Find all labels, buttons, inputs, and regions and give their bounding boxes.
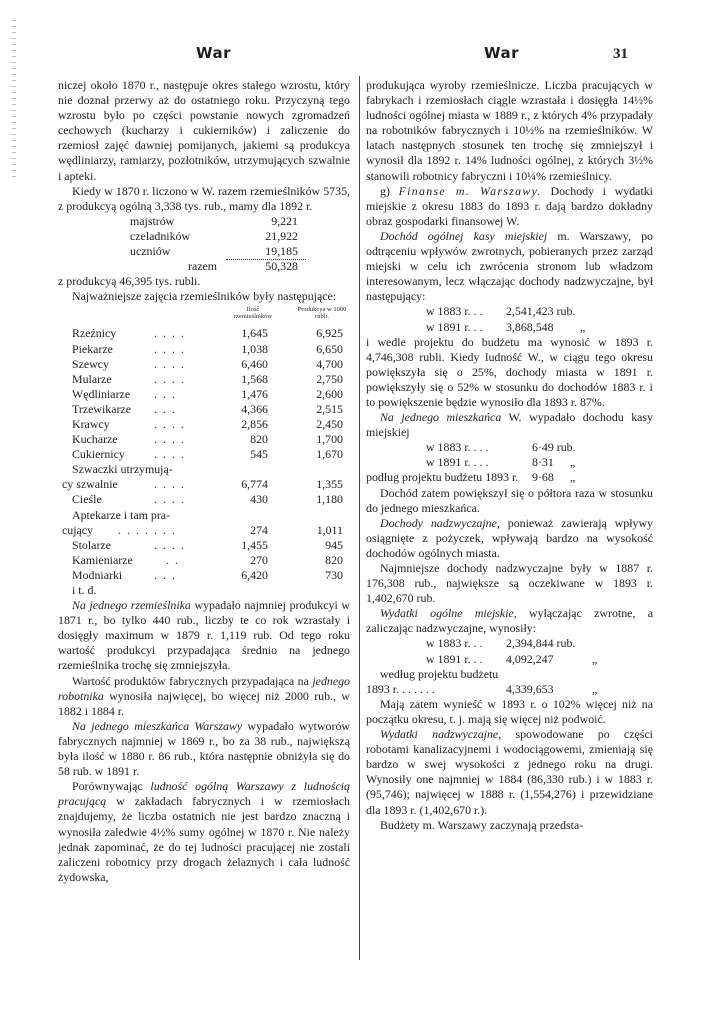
italic-phrase: Wydatki ogólne miejskie,	[380, 606, 517, 621]
row-value: 21,922	[265, 228, 298, 243]
trade-production: 6,925	[316, 326, 343, 341]
trade-production: 820	[325, 552, 343, 567]
row-label: w 1883 r. . . .	[426, 440, 489, 455]
row-value: 19,185	[265, 244, 298, 259]
leader-dots: ....	[154, 432, 190, 447]
leader-dots: ....	[154, 477, 190, 492]
trade-name: Cieśle	[72, 492, 102, 507]
paragraph	[58, 598, 350, 673]
table-row	[58, 402, 350, 417]
trade-count: 1,568	[241, 371, 268, 386]
leader-dots: ....	[154, 416, 190, 431]
paragraph: produkująca wyroby rzemieślnicze. Liczba pracujących w fabrykach i rzemiosłach ciągle wzrastała i dosięgła 14½% ludności ogólnej miasta w 1889 r., z których 4% przypadały na robotników fabrycznych i 10½% na rzemieślników. W latach następnych stosunek ten trochę się zmniejszył i wynosił dla 1892 r. 14% ludności ogólnej, z których 3½% stanowili robotnicy fabryczni i 10¼% rzemieślnicy.	[366, 78, 653, 183]
leader-dots: .......	[118, 522, 181, 537]
trade-count: 1,476	[241, 386, 268, 401]
paragraph	[366, 516, 653, 561]
trades-table-header	[58, 304, 350, 326]
trade-name: Aptekarze i tam pra-	[72, 507, 171, 522]
trade-count: 545	[250, 447, 268, 462]
paragraph-text: ponieważ zawierają wpływy osiągnięte z pożyczek, wpływają bardzo na wysokość dochodów ogólnych miasta.	[366, 515, 653, 560]
leader-dots: ...	[154, 386, 181, 401]
row-value: 6·49 rub.	[532, 440, 576, 455]
table-row	[58, 229, 350, 244]
italic-phrase: Dochody nadzwyczajne,	[380, 515, 500, 530]
table-row	[58, 372, 350, 387]
paragraph-text: wypadało wytworów fabrycznych najmniej w 1869 r., bo za 38 rub., największą była ilość w 1880 r. 86 rub., która następnie obniżyła się do 58 rub. w 1891 r.	[58, 718, 350, 779]
table-row	[58, 462, 350, 477]
paragraph-text: wypadało najmniej produkcyi w 1871 r., bo tylko 440 rub., liczby te co rok wzrastały i dosięgły maximum w 1879 r. 1,119 rub. Od tego roku wartość produkcyi przypadająca średnio na jednego rzemieślnika trochę się zmniejszyła.	[58, 598, 350, 673]
expenses-table	[366, 636, 653, 696]
table-row	[58, 568, 350, 583]
leader-dots: ....	[154, 537, 190, 552]
italic-phrase: Dochód ogólnej kasy miejskiej	[380, 228, 548, 243]
trade-name: Szwaczki utrzymują-	[72, 462, 173, 477]
trade-production: 945	[325, 537, 343, 552]
table-row	[366, 320, 653, 335]
table-row	[366, 440, 653, 455]
left-column	[58, 78, 350, 885]
ditto-mark: „	[570, 455, 576, 470]
italic-phrase: ludność ogólną Warszawy z ludnością pracującą	[58, 779, 351, 809]
table-row	[366, 682, 653, 697]
ditto-mark: „	[570, 470, 576, 485]
table-row	[58, 523, 350, 538]
trade-count: 2,856	[241, 416, 268, 431]
trade-name: Piekarze	[72, 341, 113, 356]
row-label: uczniów	[130, 244, 171, 259]
table-row	[366, 667, 653, 682]
paragraph-text: spowodowane po części robotami kanalizacyjnemi i wodociągowemi, zmieniają się bardzo w swej wysokości z jednego roku na drugi. Wynosiły one najmniej w 1884 (86,330 rub.) i w 1883 r. (95,746); najwięcej w 1888 r. (1,554,276) i przewidziane dla 1893 r. (1,402,670 r.).	[366, 727, 653, 817]
page-number: 31	[613, 46, 628, 62]
table-row	[58, 357, 350, 372]
table-row	[58, 508, 350, 523]
trade-name: Kucharze	[72, 432, 118, 447]
leader-dots: ...	[154, 401, 181, 416]
total-label: razem	[188, 259, 218, 274]
leader-dots: ....	[154, 356, 190, 371]
trade-count: 4,366	[241, 401, 268, 416]
trade-name: Modniarki	[72, 567, 123, 582]
table-row	[58, 477, 350, 492]
ditto-mark: „	[592, 651, 598, 666]
leader-dots: ....	[154, 492, 190, 507]
production-column-header: Produkcya w 1000 rubli.	[297, 306, 347, 321]
row-label: czeladników	[130, 228, 191, 243]
paragraph: z produkcyą 46,395 tys. rubli.	[58, 274, 201, 289]
row-value: 3,868,548	[506, 319, 554, 334]
paragraph	[366, 184, 653, 229]
paragraph: Najmniejsze dochody nadzwyczajne były w 1887 r. 176,308 rub., największe są oczekiwane w 1893 r. 1,402,670 rub.	[366, 561, 653, 606]
trade-production: 1,011	[316, 522, 343, 537]
leader-dots: ....	[154, 326, 190, 341]
paragraph	[58, 674, 350, 719]
trade-production: 1,355	[316, 477, 343, 492]
paragraph-text: Porównywając	[72, 779, 151, 794]
trade-name: Trzewikarze	[72, 401, 131, 416]
trade-name: Rzeźnicy	[72, 326, 117, 341]
trade-name: Stolarze	[72, 537, 111, 552]
trade-count: 274	[250, 522, 268, 537]
paragraph: i wedle projektu do budżetu ma wynosić w 1893 r. 4,746,308 rubli. Kiedy ludność W., w ciągu tego okresu powiększyła się o 25%, dochody miasta w 1891 r. powiększyły się o 52% w stosunku do dochodów 1883 r. i to powiększenie będzie wynosiło dla 1893 r. 87%.	[366, 334, 653, 409]
trade-name: Cukiernicy	[72, 447, 125, 462]
trade-name: Krawcy	[72, 416, 110, 431]
italic-phrase: Na jednego mieszkańca Warszawy	[72, 718, 243, 733]
trade-count: 6,420	[241, 567, 268, 582]
paragraph: Kiedy w 1870 r. liczono w W. razem rzemieślników 5735, z produkcyą ogólną 3,338 tys. rub., mamy dla 1892 r.	[58, 183, 350, 213]
trade-count: 1,038	[241, 341, 268, 356]
ditto-mark: „	[592, 681, 598, 696]
row-label: majstrów	[130, 213, 175, 228]
paragraph-text: Dochody i wydatki miejskie z okresu 1883 do 1893 r. dają bardzo dokładny obraz gospodarki finansowej W.	[366, 183, 653, 228]
trade-production: 1,670	[316, 447, 343, 462]
paragraph: Mają zatem wynieść w 1893 r. o 102% więcej niż na początku okresu, t. j. mają się więcej niż podwoić.	[366, 696, 653, 726]
table-row	[58, 538, 350, 553]
ditto-mark: „	[580, 319, 586, 334]
trade-count: 6,774	[241, 477, 268, 492]
trade-count: 1,645	[241, 326, 268, 341]
row-label: w 1891 r. . . .	[426, 455, 489, 470]
table-row	[58, 326, 350, 341]
row-value: 4,092,247	[506, 651, 554, 666]
paragraph: Budżety m. Warszawy zaczynają przedsta-	[380, 817, 584, 832]
total-value: 50,328	[265, 259, 298, 274]
table-row	[58, 244, 350, 259]
row-label: podług projektu budżetu 1893 r.	[366, 470, 519, 485]
table-row	[366, 455, 653, 470]
row-label: w 1891 r. . .	[426, 651, 483, 666]
row-label: według projektu budżetu	[380, 666, 499, 681]
income-table	[366, 304, 653, 334]
trades-table	[58, 304, 350, 598]
paragraph-text: m. Warszawy, po odtrąceniu wpływów zwrotnych, pobieranych przez zarząd miejski w celu ich zwrócenia stronom lub władzom interesowanym, lecz włączając dochody nadzwyczajne, był następujący:	[366, 228, 653, 304]
paragraph: Najważniejsze zajęcia rzemieślników były następujące:	[72, 289, 337, 304]
running-head-right: War	[484, 44, 520, 62]
paragraph-text: Wartość produktów fabrycznych przypadająca na	[72, 673, 313, 688]
row-value: 8·31	[532, 455, 554, 470]
paragraph	[58, 779, 350, 885]
trade-name: Szewcy	[72, 356, 109, 371]
table-row	[366, 304, 653, 319]
table-row	[366, 652, 653, 667]
table-row	[366, 636, 653, 651]
paragraph-text: W. wypadało dochodu kasy miejskiej	[366, 410, 653, 440]
italic-phrase: Na jednego mieszkańca	[380, 410, 502, 425]
column-divider	[359, 76, 360, 960]
italic-phrase: Wydatki nadzwyczajne,	[380, 727, 502, 742]
row-label: 1893 r. . . . . . .	[366, 681, 435, 696]
section-letter: g)	[380, 183, 399, 198]
trade-production: 2,750	[316, 371, 343, 386]
trade-count: 430	[250, 492, 268, 507]
row-label: w 1891 r. . .	[426, 319, 483, 334]
trade-count: 820	[250, 432, 268, 447]
paragraph-text: w zakładach fabrycznych i w rzemiosłach znajdujemy, że liczba ostatnich nie jest bardzo znaczną i wynosiła zaledwie 4½% sumy ogólnej w 1870 r. Nie należy jednak zapominać, że do tej ludności pracującej nie zostali zaliczeni robotnicy przy drogach żelaznych i cała ludność żydowska,	[58, 794, 350, 884]
leader-dots: ..	[166, 552, 184, 567]
italic-phrase: jednego robotnika	[58, 673, 350, 703]
trade-production: 6,650	[316, 341, 343, 356]
leader-dots: ....	[154, 447, 190, 462]
row-value: 9·68	[532, 470, 554, 485]
table-row	[366, 470, 653, 485]
per-capita-table	[366, 440, 653, 485]
table-total-row	[58, 259, 350, 274]
trade-production: 2,515	[316, 401, 343, 416]
leader-dots: ....	[154, 371, 190, 386]
leader-dots: ....	[154, 341, 190, 356]
table-row	[58, 553, 350, 568]
trade-name: Kamieniarze	[72, 552, 133, 567]
section-heading: Finanse m. Warszawy.	[398, 183, 542, 198]
trade-count: 6,460	[241, 356, 268, 371]
paragraph	[366, 727, 653, 818]
trade-count: 270	[250, 552, 268, 567]
paragraph-text: wynosiła najwięcej, bo więcej niż 2000 rub., w 1882 i 1884 r.	[58, 688, 350, 718]
row-label: w 1883 r. . .	[426, 636, 483, 651]
table-row	[58, 583, 350, 598]
trade-production: 4,700	[316, 356, 343, 371]
table-row	[58, 432, 350, 447]
trade-production: 2,450	[316, 416, 343, 431]
table-row	[58, 214, 350, 229]
etc-text: i t. d.	[72, 583, 97, 597]
row-value: 4,339,653	[506, 681, 554, 696]
margin-tick-marks	[12, 20, 16, 180]
paragraph: Dochód zatem powiększył się o półtora raza w stosunku do jednego mieszkańca.	[366, 485, 653, 515]
row-value: 2,541,423 rub.	[506, 304, 576, 319]
paragraph	[58, 719, 350, 779]
paragraph	[366, 229, 653, 304]
table-row	[58, 387, 350, 402]
trade-count: 1,455	[241, 537, 268, 552]
trade-name: Mularze	[72, 371, 112, 386]
paragraph: niczej około 1870 r., następuje okres stałego wzrostu, który nie doznał przerwy aż do ostatniego roku. Przyczyną tego wzrostu było po części powstanie nowych zgromadzeń cechowych (kucharzy i cukierników) i zaliczenie do rzemiosł zajęć dawniej pomijanych, jakiemi są produkcya wędliniarzy, ramiarzy, pozłotników, utrzymujących szwalnie i apteki.	[58, 78, 350, 183]
paragraph	[366, 606, 653, 636]
workers-table	[58, 214, 350, 274]
right-column	[366, 78, 653, 833]
row-value: 2,394,844 rub.	[506, 636, 576, 651]
row-label: w 1883 r. . .	[426, 304, 483, 319]
count-column-header: Ilość rzemieślników	[233, 306, 273, 321]
table-row	[58, 492, 350, 507]
trade-production: 1,700	[316, 432, 343, 447]
trade-name: cy szwalnie	[62, 477, 118, 492]
table-row	[58, 342, 350, 357]
running-head-left: War	[196, 44, 232, 62]
paragraph	[366, 410, 653, 440]
leader-dots: ...	[154, 567, 181, 582]
trade-production: 1,180	[316, 492, 343, 507]
table-row	[58, 447, 350, 462]
trade-production: 2,600	[316, 386, 343, 401]
paragraph-text: wyłączając zwrotne, a zaliczając nadzwyczajne, wynosiły:	[366, 606, 653, 636]
row-value: 9,221	[271, 213, 298, 228]
trade-name: cujący	[62, 522, 94, 537]
table-row	[58, 417, 350, 432]
trade-production: 730	[325, 567, 343, 582]
trade-name: Wędliniarze	[72, 386, 131, 401]
italic-phrase: Na jednego rzemieślnika	[72, 598, 191, 613]
